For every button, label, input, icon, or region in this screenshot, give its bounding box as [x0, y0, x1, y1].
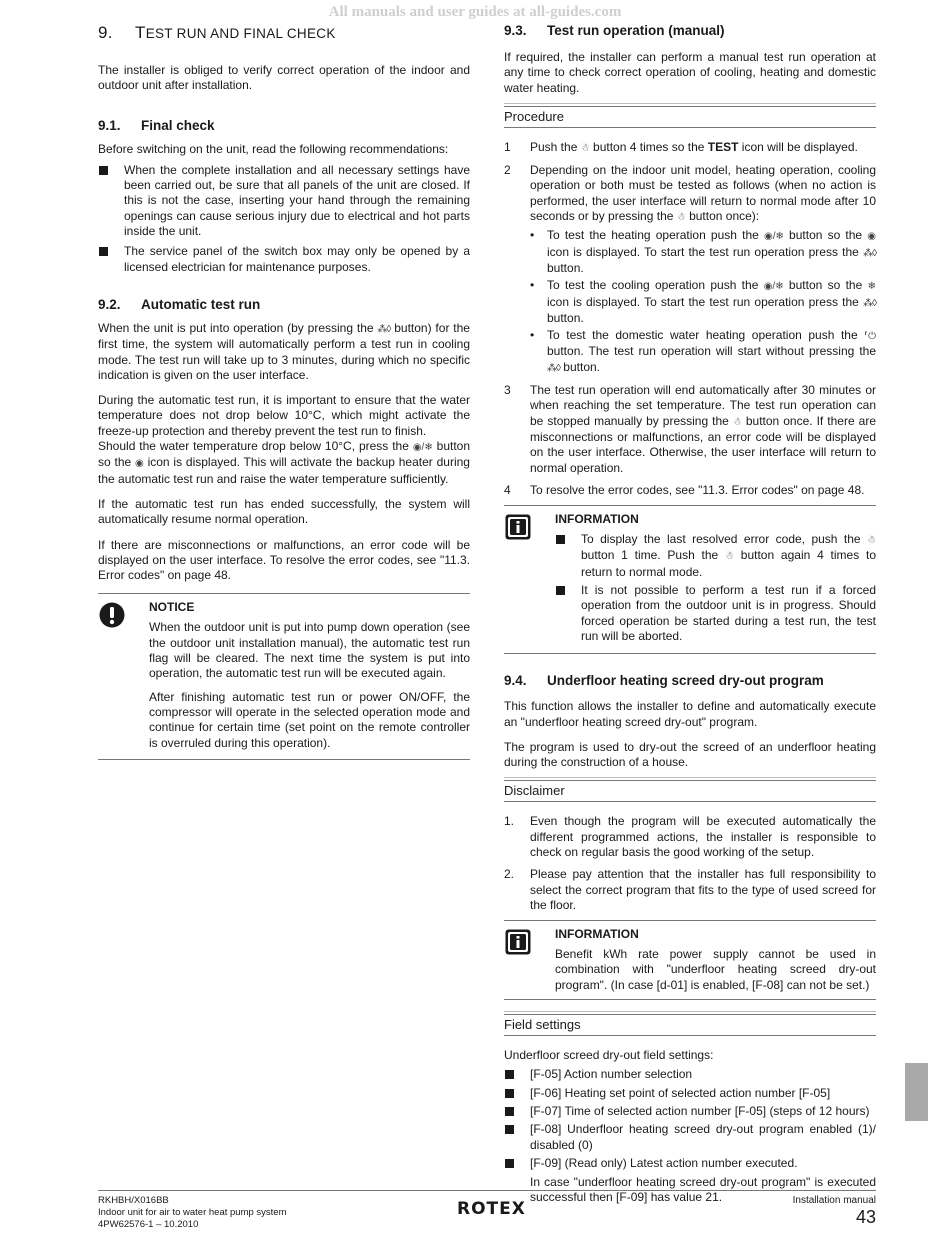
list-item: 2. Please pay attention that the installer has full responsibility to select the correct program that fits to the type of used screed for the floor. — [504, 867, 876, 912]
list-item: [F-06] Heating set point of selected action number [F-05] — [504, 1086, 876, 1101]
dhw-button-icon: ⸢⏻ — [864, 331, 876, 343]
test-button-icon: ☃ — [580, 142, 590, 154]
list-item: To display the last resolved error code, push the ☃ button 1 time. Push the ☃ button again 4 times to return to normal mode. — [555, 532, 876, 580]
list-item: [F-08] Underfloor heating screed dry-out program enabled (1)/ disabled (0) — [504, 1122, 876, 1153]
list-item: 1 Push the ☃ button 4 times so the TEST icon will be displayed. — [504, 140, 876, 156]
model-number: RKHBH/X016BB — [98, 1195, 169, 1206]
screed-p1: This function allows the installer to define and automatically execute an "underfloor heating screed dry-out" program. — [504, 699, 876, 729]
product-description: Indoor unit for air to water heat pump system — [98, 1207, 287, 1218]
section-9-title: 9. TEST RUN AND FINAL CHECK — [98, 23, 336, 42]
cool-icon: ❄ — [867, 281, 876, 293]
test-bullets — [530, 228, 876, 376]
onoff-button-icon: ⁂◊ — [863, 247, 877, 259]
notice-p1: When the outdoor unit is put into pump down operation (see the outdoor unit installation manual), the automatic test run flag will be cleared. The next time the system is put into operation, the automatic test run will be executed again. — [149, 620, 470, 681]
notice-p2: After finishing automatic test run or power ON/OFF, the compressor will operate in the selected operation mode and continue for certain time (set point on the remote controller is overruled during this operation). — [149, 689, 470, 750]
list-item: When the complete installation and all necessary settings have been carried out, be sure that all panels of the unit are closed. If this is not the case, inserting your hand through the remaining openings can cause serious injury due to electrical and hot parts inside the unit. — [98, 163, 470, 239]
heat-icon: ◉ — [867, 231, 877, 243]
info-list — [555, 532, 876, 644]
section-9-3-title: 9.3. Test run operation (manual) — [504, 23, 725, 38]
section-9-intro: The installer is obliged to verify correct operation of the indoor and outdoor unit after installation. — [98, 63, 470, 93]
field-note: In case "underfloor heating screed dry-out program" is executed successful then [F-09] has value 21. — [530, 1175, 876, 1205]
manual-type: Installation manual — [792, 1195, 876, 1206]
notice-box — [98, 593, 470, 759]
warning-icon — [99, 602, 125, 633]
heat-cool-icon: ◉/❄ — [412, 442, 433, 454]
list-item: [F-09] (Read only) Latest action number executed. In case "underfloor heating screed dry-out program" is executed successful then [F-09] has value 21. — [504, 1156, 876, 1206]
section-9-4-title: 9.4. Underfloor heating screed dry-out program — [504, 673, 824, 689]
auto-test-p4: If there are misconnections or malfunctions, an error code will be displayed on the user interface. To resolve the error codes, see "11.3. Error codes" on page 48. — [98, 537, 470, 583]
procedure-steps — [504, 140, 876, 498]
info-title: INFORMATION — [555, 512, 639, 527]
info-title: INFORMATION — [555, 927, 639, 942]
list-item: • To test the heating operation push the ◉/❄ button so the ◉ icon is displayed. To start the test run operation press the ⁂◊ button. — [530, 228, 876, 276]
list-item: 4 To resolve the error codes, see "11.3. Error codes" on page 48. — [504, 482, 865, 497]
section-9-1-title: 9.1. Final check — [98, 117, 215, 133]
watermark: All manuals and user guides at all-guides.com — [328, 4, 622, 20]
section-9-1-intro: Before switching on the unit, read the following recommendations: — [98, 141, 449, 156]
right-column — [504, 20, 876, 1216]
info-text: Benefit kWh rate power supply cannot be used in combination with "underfloor heating screed dry-out program". (In case [d-01] is enabled, [F-08] can not be set.) — [555, 947, 876, 992]
document-number: 4PW62576-1 – 10.2010 — [98, 1219, 199, 1230]
disclaimer-heading: Disclaimer — [504, 780, 876, 802]
test-button-icon: ☃ — [732, 416, 742, 428]
test-button-icon: ☃ — [676, 212, 686, 224]
disclaimer-list — [504, 814, 876, 913]
procedure-heading: Procedure — [504, 106, 876, 128]
list-item: [F-07] Time of selected action number [F-05] (steps of 12 hours) — [504, 1104, 876, 1119]
footer-right — [793, 1195, 876, 1228]
test-button-icon: ☃ — [867, 535, 876, 547]
info-icon — [505, 514, 531, 545]
list-item: The service panel of the switch box may only be opened by a licensed electrician for maintenance purposes. — [98, 244, 470, 275]
list-item: 1. Even though the program will be executed automatically the different programmed actions, the installer is responsible to check on regular basis the good working of the setup. — [504, 814, 876, 859]
heat-icon: ◉ — [135, 458, 144, 470]
onoff-button-icon: ⁂◊ — [863, 297, 877, 309]
heat-cool-icon: ◉/❄ — [763, 231, 784, 243]
field-intro: Underfloor screed dry-out field settings: — [504, 1048, 714, 1063]
onoff-button-icon: ⁂◊ — [377, 323, 391, 335]
information-box — [504, 920, 876, 1000]
notice-title: NOTICE — [149, 600, 195, 615]
footer-left — [98, 1195, 287, 1231]
heat-cool-icon: ◉/❄ — [763, 281, 784, 293]
left-column — [98, 20, 470, 770]
list-item: [F-05] Action number selection — [504, 1067, 876, 1082]
chapter-tab — [905, 1063, 928, 1121]
final-check-list — [98, 163, 470, 275]
information-box — [504, 505, 876, 654]
list-item: • To test the cooling operation push the ◉/❄ button so the ❄ icon is displayed. To start the test run operation press the ⁂◊ button. — [530, 278, 876, 326]
info-icon — [505, 929, 531, 960]
onoff-button-icon: ⁂◊ — [547, 362, 560, 374]
field-settings-heading: Field settings — [504, 1014, 876, 1036]
section-9-2-title: 9.2. Automatic test run — [98, 296, 261, 312]
auto-test-p2: During the automatic test run, it is important to ensure that the water temperature does not drop below 10°C, which might activate the freeze-up protection and thereby prevent the test run to finish. — [98, 393, 470, 438]
auto-test-p1: When the unit is put into operation (by pressing the ⁂◊ button) for the first time, the system will automatically perform a test run in cooling mode. The test run will take up to 3 minutes, during which no specific indication is given on the user interface. — [98, 320, 470, 382]
screed-p2: The program is used to dry-out the screed of an underfloor heating during the construction of a house. — [504, 739, 876, 770]
list-item: • To test the domestic water heating operation push the ⸢⏻ button. The test run operation will start without pressing the ⁂◊ button. — [530, 328, 876, 376]
list-item: 2 Depending on the indoor unit model, heating operation, cooling operation or both must be tested as follows (when no action is performed, the user interface will return to normal mode after 10 seconds or by pressing the ☃ button once): • To test the heating operation push the ◉/❄ button so the ◉ icon is displayed. To start the test run operation press the ⁂◊ button. • To test the cooling operation push the ◉/❄ button so the ❄ icon is displayed. To start the test run operation press the ⁂◊ button. • To test the domestic water heating operation push the ⸢⏻ button. The test run operation will start without pressing the ⁂◊ button. — [504, 163, 876, 376]
rotex-logo: ROTEX — [457, 1199, 526, 1219]
list-item: It is not possible to perform a test run if a forced operation from the outdoor unit is in progress. Should forced operation be started during a test run, the test run will be aborted. — [555, 583, 876, 644]
page-number: 43 — [855, 1207, 876, 1227]
test-button-icon: ☃ — [725, 551, 734, 563]
manual-test-intro: If required, the installer can perform a manual test run operation at any time to check correct operation of cooling, heating and domestic water heating. — [504, 50, 876, 95]
list-item: 3 The test run operation will end automatically after 30 minutes or when reaching the set temperature. The test run operation can be stopped manually by pressing the ☃ button once. If there are misconnections or malfunctions, an error code will be displayed on the user interface. Otherwise, the user interface will return to normal operation. — [504, 383, 876, 475]
field-settings-list — [504, 1067, 876, 1205]
auto-test-p3: If the automatic test run has ended successfully, the system will automatically resume normal operation. — [98, 496, 470, 527]
auto-test-p2b: Should the water temperature drop below 10°C, press the ◉/❄ button so the ◉ icon is displayed. This will activate the backup heater during the automatic test run and raise the water temperature sufficiently. — [98, 439, 471, 486]
